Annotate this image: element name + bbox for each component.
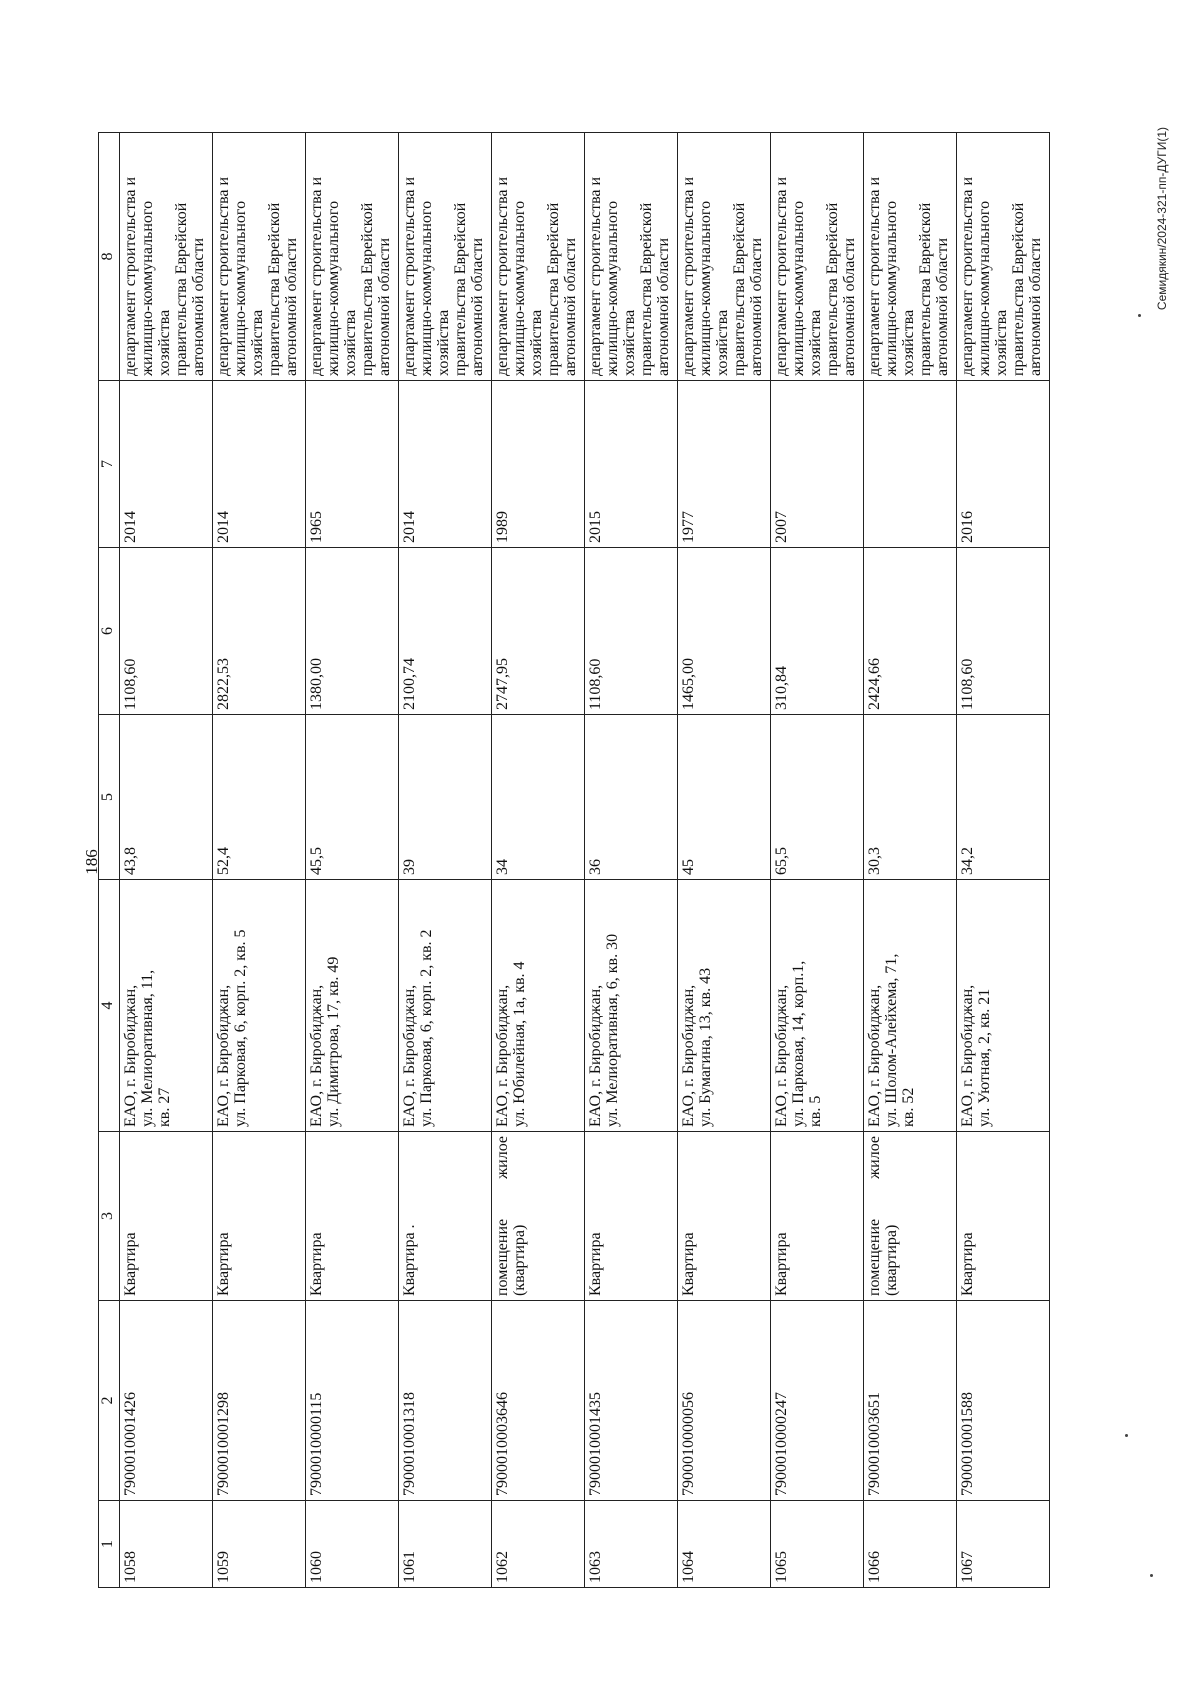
owner-line: департамент строительства и [401, 176, 418, 376]
address-cell [864, 880, 957, 1132]
property-register-table [98, 132, 1050, 1588]
value-cell: 310,84 [771, 548, 864, 715]
owner-line: правительства Еврейской [638, 202, 655, 376]
value-cell: 1108,60 [585, 548, 678, 715]
row-number-cell: 1066 [864, 1501, 957, 1588]
property-type-cell: Квартира [306, 1132, 399, 1301]
owner-line: автономной области [376, 237, 393, 376]
area-cell: 45 [678, 715, 771, 880]
cadastral-code-cell: 7900010000247 [771, 1301, 864, 1501]
property-type-cell [864, 1132, 957, 1301]
row-number-cell: 1065 [771, 1501, 864, 1588]
column-header-7: 7 [99, 381, 120, 548]
year-cell: 2014 [399, 381, 492, 548]
area-cell: 45,5 [306, 715, 399, 880]
column-header-2: 2 [99, 1301, 120, 1501]
row-number-cell: 1062 [492, 1501, 585, 1588]
property-type-cell: Квартира [678, 1132, 771, 1301]
owner-cell [864, 133, 957, 381]
row-number-cell: 1064 [678, 1501, 771, 1588]
owner-cell [120, 133, 213, 381]
header-row [99, 133, 120, 1588]
property-type-cell: Квартира [771, 1132, 864, 1301]
owner-cell [492, 133, 585, 381]
address-line: ул. Бумагина, 13, кв. 43 [697, 967, 714, 1127]
column-header-1: 1 [99, 1501, 120, 1588]
address-line: ЕАО, г. Биробиджан, [215, 984, 232, 1127]
row-number-cell: 1063 [585, 1501, 678, 1588]
address-line: кв. 52 [900, 1087, 917, 1127]
address-line: ЕАО, г. Биробиджан, [587, 984, 604, 1127]
owner-line: автономной области [841, 237, 858, 376]
row-number-cell: 1061 [399, 1501, 492, 1588]
owner-line: правительства Еврейской [824, 202, 841, 376]
value-cell: 2424,66 [864, 548, 957, 715]
property-type-cell [492, 1132, 585, 1301]
address-line: ул. Шолом-Алейхема, 71, [883, 953, 900, 1127]
owner-line: правительства Еврейской [917, 202, 934, 376]
owner-line: жилищно-коммунального хозяйства [883, 200, 917, 376]
table-body [120, 133, 1050, 1588]
owner-line: правительства Еврейской [545, 202, 562, 376]
cadastral-code-cell: 7900010003651 [864, 1301, 957, 1501]
year-cell: 2007 [771, 381, 864, 548]
table-row [306, 133, 399, 1588]
address-line: кв. 5 [807, 1095, 824, 1127]
column-header-5: 5 [99, 715, 120, 880]
address-cell [678, 880, 771, 1132]
cadastral-code-cell: 7900010001435 [585, 1301, 678, 1501]
table-row [585, 133, 678, 1588]
area-cell: 65,5 [771, 715, 864, 880]
year-cell: 2014 [213, 381, 306, 548]
owner-line: автономной области [655, 237, 672, 376]
row-number-cell: 1067 [957, 1501, 1050, 1588]
owner-line: правительства Еврейской [731, 202, 748, 376]
address-line: ЕАО, г. Биробиджан, [308, 984, 325, 1127]
owner-line: департамент строительства и [122, 176, 139, 376]
owner-line: департамент строительства и [587, 176, 604, 376]
address-line: ЕАО, г. Биробиджан, [959, 984, 976, 1127]
scan-speck [1150, 1574, 1153, 1577]
page-number: 186 [82, 849, 101, 875]
property-type-cell: Квартира [957, 1132, 1050, 1301]
owner-line: жилищно-коммунального хозяйства [790, 200, 824, 376]
owner-line: жилищно-коммунального хозяйства [976, 200, 1010, 376]
owner-line: жилищно-коммунального хозяйства [232, 200, 266, 376]
cadastral-code-cell: 7900010001588 [957, 1301, 1050, 1501]
scan-speck [1125, 1434, 1128, 1437]
property-type-line: (квартира) [511, 1224, 528, 1296]
property-type-cell: Квартира [120, 1132, 213, 1301]
property-type-cell: Квартира [585, 1132, 678, 1301]
owner-line: жилищно-коммунального хозяйства [604, 200, 638, 376]
table-row [399, 133, 492, 1588]
owner-cell [213, 133, 306, 381]
table-row [957, 133, 1050, 1588]
value-cell: 2822,53 [213, 548, 306, 715]
row-number-cell: 1059 [213, 1501, 306, 1588]
value-cell: 1108,60 [120, 548, 213, 715]
cadastral-code-cell: 7900010000115 [306, 1301, 399, 1501]
owner-line: жилищно-коммунального хозяйства [325, 200, 359, 376]
owner-line: правительства Еврейской [173, 202, 190, 376]
owner-cell [957, 133, 1050, 381]
address-line: ЕАО, г. Биробиджан, [494, 984, 511, 1127]
table-row [213, 133, 306, 1588]
cadastral-code-cell: 7900010001426 [120, 1301, 213, 1501]
column-header-8: 8 [99, 133, 120, 381]
owner-line: автономной области [748, 237, 765, 376]
column-header-4: 4 [99, 880, 120, 1132]
address-line: ул. Уютная, 2, кв. 21 [976, 988, 993, 1127]
address-line: ул. Мелиоративная, 11, [139, 969, 156, 1127]
area-cell: 39 [399, 715, 492, 880]
owner-line: департамент строительства и [215, 176, 232, 376]
address-line: ул. Димитрова, 17, кв. 49 [325, 956, 342, 1127]
cadastral-code-cell: 7900010000056 [678, 1301, 771, 1501]
table-row [120, 133, 213, 1588]
address-cell [585, 880, 678, 1132]
column-header-6: 6 [99, 548, 120, 715]
owner-cell [678, 133, 771, 381]
document-code: Семидякин/2024-321-пп-ДУГИ(1) [1155, 127, 1169, 311]
address-cell [771, 880, 864, 1132]
property-type-cell: Квартира . [399, 1132, 492, 1301]
owner-line: правительства Еврейской [359, 202, 376, 376]
year-cell: 1965 [306, 381, 399, 548]
owner-cell [771, 133, 864, 381]
area-cell: 36 [585, 715, 678, 880]
owner-line: департамент строительства и [308, 176, 325, 376]
property-type-line: помещение жилое [494, 1136, 511, 1296]
owner-line: жилищно-коммунального хозяйства [697, 200, 731, 376]
owner-cell [306, 133, 399, 381]
value-cell: 1465,00 [678, 548, 771, 715]
address-line: ЕАО, г. Биробиджан, [773, 984, 790, 1127]
table-row [771, 133, 864, 1588]
owner-line: департамент строительства и [959, 176, 976, 376]
owner-line: автономной области [934, 237, 951, 376]
row-number-cell: 1058 [120, 1501, 213, 1588]
owner-line: автономной области [283, 237, 300, 376]
cadastral-code-cell: 7900010001298 [213, 1301, 306, 1501]
address-cell [399, 880, 492, 1132]
table-row [492, 133, 585, 1588]
address-line: ЕАО, г. Биробиджан, [680, 984, 697, 1127]
address-cell [957, 880, 1050, 1132]
scan-speck [1138, 314, 1141, 317]
year-cell [864, 381, 957, 548]
area-cell: 34 [492, 715, 585, 880]
year-cell: 1989 [492, 381, 585, 548]
address-cell [306, 880, 399, 1132]
value-cell: 2747,95 [492, 548, 585, 715]
table-row [864, 133, 957, 1588]
address-line: ул. Мелиоративная, 6, кв. 30 [604, 933, 621, 1127]
owner-line: правительства Еврейской [1010, 202, 1027, 376]
owner-line: жилищно-коммунального хозяйства [511, 200, 545, 376]
owner-line: жилищно-коммунального хозяйства [139, 200, 173, 376]
property-type-line: (квартира) [883, 1224, 900, 1296]
address-line: ул. Парковая, 14, корп.1, [790, 960, 807, 1127]
address-cell [213, 880, 306, 1132]
address-line: ЕАО, г. Биробиджан, [122, 984, 139, 1127]
cadastral-code-cell: 7900010003646 [492, 1301, 585, 1501]
value-cell: 1380,00 [306, 548, 399, 715]
area-cell: 52,4 [213, 715, 306, 880]
owner-cell [585, 133, 678, 381]
owner-line: правительства Еврейской [266, 202, 283, 376]
table-row [678, 133, 771, 1588]
value-cell: 2100,74 [399, 548, 492, 715]
address-line: ЕАО, г. Биробиджан, [866, 984, 883, 1127]
area-cell: 34,2 [957, 715, 1050, 880]
cadastral-code-cell: 7900010001318 [399, 1301, 492, 1501]
owner-line: автономной области [562, 237, 579, 376]
owner-cell [399, 133, 492, 381]
area-cell: 43,8 [120, 715, 213, 880]
owner-line: автономной области [469, 237, 486, 376]
owner-line: департамент строительства и [680, 176, 697, 376]
owner-line: департамент строительства и [773, 176, 790, 376]
address-line: ул. Парковая, 6, корп. 2, кв. 2 [418, 929, 435, 1127]
property-type-line: помещение жилое [866, 1136, 883, 1296]
row-number-cell: 1060 [306, 1501, 399, 1588]
address-line: ул. Юбилейная, 1а, кв. 4 [511, 961, 528, 1127]
address-line: ЕАО, г. Биробиджан, [401, 984, 418, 1127]
value-cell: 1108,60 [957, 548, 1050, 715]
year-cell: 2016 [957, 381, 1050, 548]
owner-line: департамент строительства и [494, 176, 511, 376]
owner-line: автономной области [190, 237, 207, 376]
owner-line: правительства Еврейской [452, 202, 469, 376]
column-header-3: 3 [99, 1132, 120, 1301]
address-line: ул. Парковая, 6, корп. 2, кв. 5 [232, 929, 249, 1127]
year-cell: 2014 [120, 381, 213, 548]
area-cell: 30,3 [864, 715, 957, 880]
owner-line: автономной области [1027, 237, 1044, 376]
address-cell [120, 880, 213, 1132]
address-cell [492, 880, 585, 1132]
address-line: кв. 27 [156, 1087, 173, 1127]
owner-line: департамент строительства и [866, 176, 883, 376]
owner-line: жилищно-коммунального хозяйства [418, 200, 452, 376]
year-cell: 2015 [585, 381, 678, 548]
property-type-cell: Квартира [213, 1132, 306, 1301]
year-cell: 1977 [678, 381, 771, 548]
